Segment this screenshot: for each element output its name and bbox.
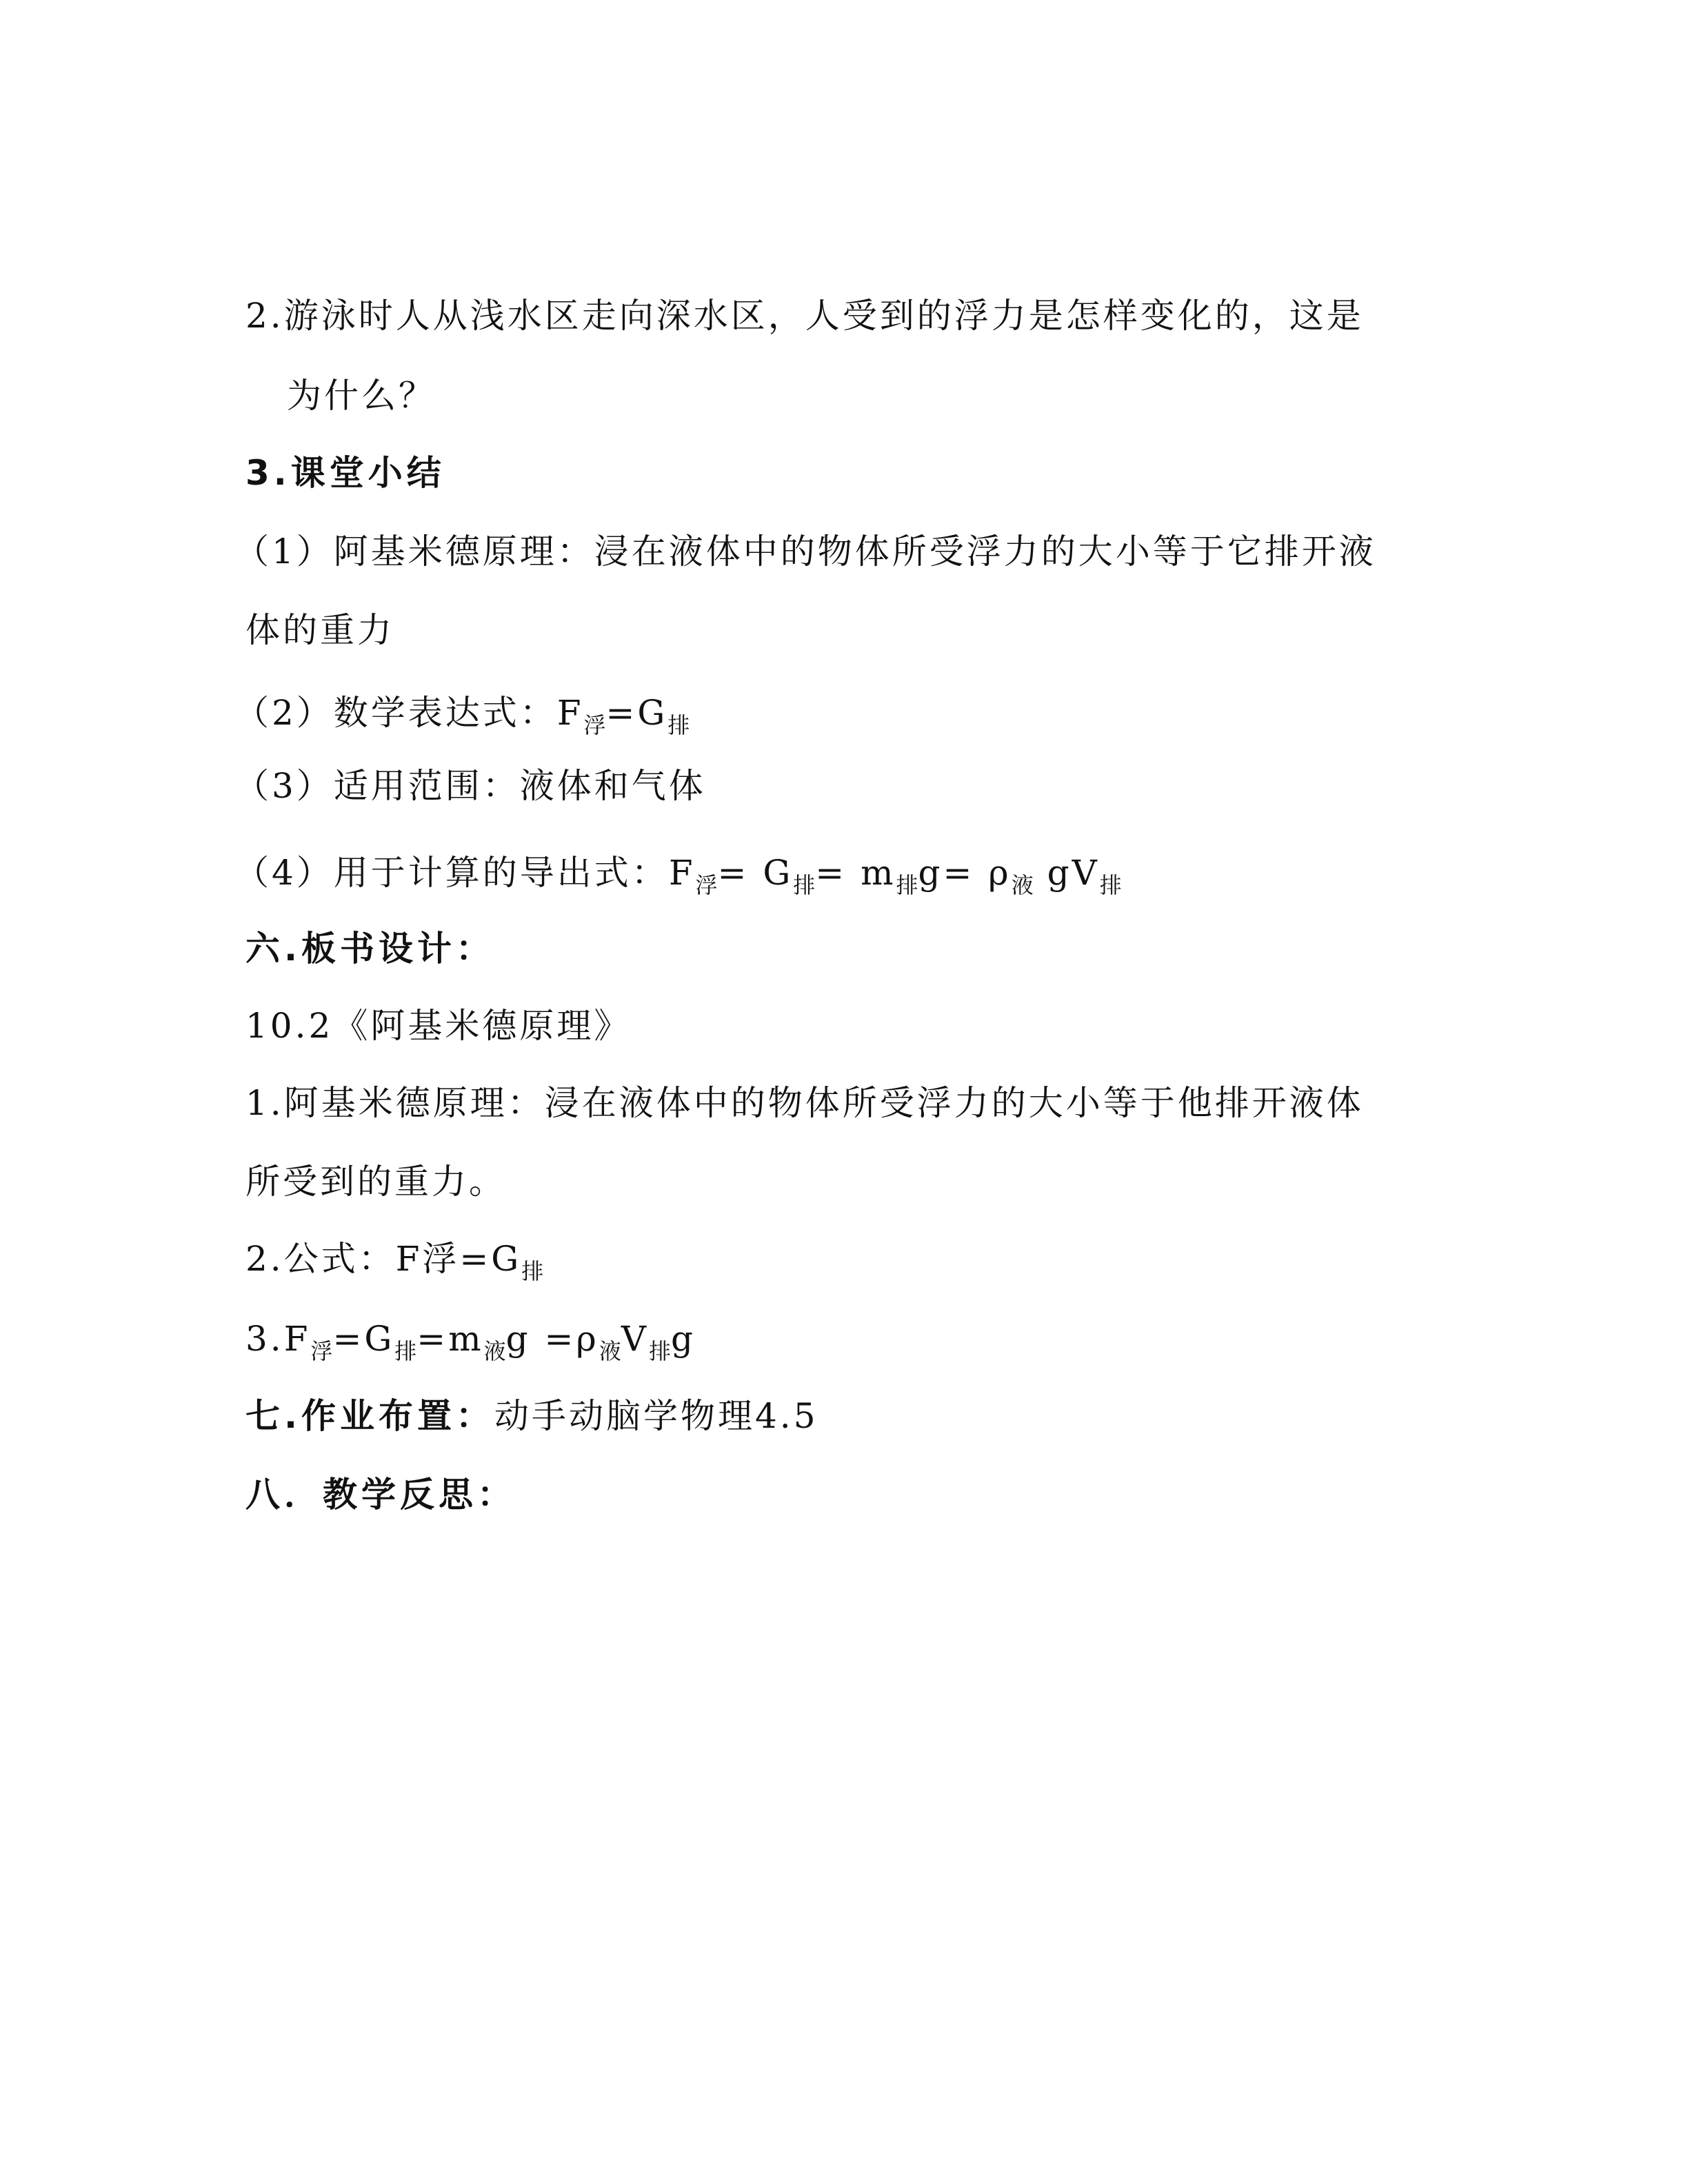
homework-label: 七.作业布置： xyxy=(245,1396,494,1436)
formula-main: F浮=G xyxy=(395,1239,522,1279)
formula-sub-fu: 浮 xyxy=(310,1338,333,1364)
formula-part: =G xyxy=(332,1319,395,1359)
formula-f: F xyxy=(283,1319,311,1359)
reflection-heading: 八．教学反思： xyxy=(245,1475,516,1515)
formula-part: = m xyxy=(815,853,896,893)
homework-text: 动手动脑学物理4.5 xyxy=(494,1396,818,1436)
formula-sub-pai: 排 xyxy=(667,712,690,738)
board-item-3-label: 3. xyxy=(245,1319,284,1359)
formula-part: g xyxy=(670,1319,696,1359)
summary-item-4 xyxy=(234,852,1122,898)
formula-sub-pai: 排 xyxy=(648,1338,671,1364)
formula-part: g= ρ xyxy=(918,853,1012,893)
summary-item-1-line-1: （1）阿基米德原理：浸在液体中的物体所受浮力的大小等于它排开液 xyxy=(234,532,1376,572)
formula-sub-pai: 排 xyxy=(793,872,816,898)
board-title: 10.2《阿基米德原理》 xyxy=(245,1006,632,1046)
board-item-2 xyxy=(245,1238,543,1284)
formula-eq-g: =G xyxy=(605,693,668,733)
formula-sub-pai: 排 xyxy=(521,1258,544,1284)
summary-item-2-label: （2）数学表达式： xyxy=(234,693,557,733)
board-item-3 xyxy=(245,1318,696,1364)
formula-sub-ye: 液 xyxy=(1011,872,1034,898)
board-item-1-line-1: 1.阿基米德原理：浸在液体中的物体所受浮力的大小等于他排开液体 xyxy=(245,1083,1364,1123)
formula-part: gV xyxy=(1033,853,1100,893)
homework-line xyxy=(245,1395,818,1437)
summary-item-3: （3）适用范围：液体和气体 xyxy=(234,766,706,806)
formula-sub-fu: 浮 xyxy=(583,712,606,738)
formula-sub-pai: 排 xyxy=(1099,872,1122,898)
formula-sub-pai: 排 xyxy=(394,1338,417,1364)
formula-sub-fu: 浮 xyxy=(695,872,718,898)
summary-item-2 xyxy=(234,692,690,738)
formula-part: V xyxy=(621,1319,649,1359)
board-item-2-label: 2.公式： xyxy=(245,1239,396,1279)
question-2-line-2: 为什么？ xyxy=(287,376,436,416)
formula-f: F xyxy=(668,853,696,893)
formula-part: = G xyxy=(717,853,794,893)
formula-part: g =ρ xyxy=(505,1319,599,1359)
formula-sub-ye: 液 xyxy=(483,1338,506,1364)
board-item-1-line-2: 所受到的重力。 xyxy=(245,1162,506,1202)
board-design-heading: 六.板书设计： xyxy=(245,929,494,969)
summary-heading: 3.课堂小结 xyxy=(245,453,445,493)
formula-part: =m xyxy=(416,1319,484,1359)
formula-sub-ye: 液 xyxy=(599,1338,621,1364)
summary-item-4-label: （4）用于计算的导出式： xyxy=(234,853,669,893)
formula-f: F xyxy=(556,693,584,733)
formula-sub-pai: 排 xyxy=(896,872,918,898)
question-2-line-1: 2.游泳时人从浅水区走向深水区，人受到的浮力是怎样变化的，这是 xyxy=(245,296,1364,336)
summary-item-1-line-2: 体的重力 xyxy=(245,610,394,650)
